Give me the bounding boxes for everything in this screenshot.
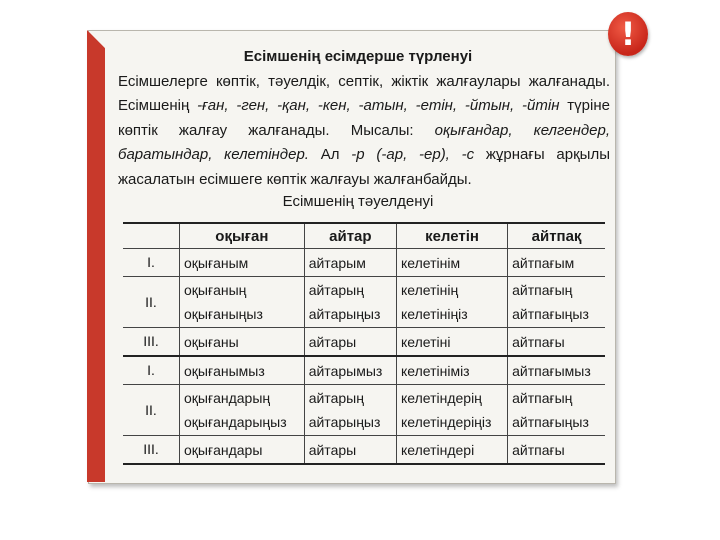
- word-form: айтарыңыз: [308, 306, 381, 322]
- word-form: айтарыңыз: [308, 414, 381, 430]
- form-cell: [508, 277, 605, 328]
- header-3: келетін: [396, 223, 507, 249]
- word-form: келетініңіз: [400, 306, 468, 322]
- word-form: айтары: [308, 441, 357, 458]
- table-row: [123, 328, 605, 357]
- person-cell: I.: [123, 356, 180, 385]
- word-form: айтарың: [308, 282, 364, 298]
- header-4: айтпақ: [508, 223, 605, 249]
- word-form: айтпағың: [512, 282, 573, 298]
- table-row: [123, 249, 605, 277]
- word-form: оқығаным: [184, 254, 249, 271]
- header-2: айтар: [304, 223, 396, 249]
- word-form: оқығандарыңыз: [184, 414, 287, 430]
- table-row: [123, 356, 605, 385]
- form-cell: [180, 385, 305, 436]
- example-text: -ған, -ген, -қан, -кен, -атын, -етін, -йтын, -йтін: [197, 97, 560, 115]
- word-form: айтпағы: [512, 441, 565, 458]
- person-cell: III.: [123, 436, 180, 465]
- word-form: айтпағың: [512, 390, 573, 406]
- form-cell: [396, 328, 507, 357]
- paragraph-text: Есімшелерге көптік, тәуелдік, септік, жіктік жалғаулары жалғанады. Есімшенің: [118, 73, 610, 115]
- word-form: келетінің: [400, 282, 459, 298]
- form-cell: [508, 385, 605, 436]
- person-cell: III.: [123, 328, 180, 357]
- form-cell: [396, 356, 507, 385]
- page-title: Есімшенің есімдерше түрленуі: [243, 48, 473, 65]
- form-cell: [304, 249, 396, 277]
- word-form: оқығандарың: [184, 390, 271, 406]
- red-ribbon-decoration: [87, 30, 105, 482]
- table-row: [123, 385, 605, 436]
- table-row: [123, 436, 605, 465]
- header-1: оқыған: [180, 223, 305, 249]
- word-form: айтпағыңыз: [512, 306, 589, 322]
- form-cell: [396, 249, 507, 277]
- word-form: айтпағы: [512, 333, 565, 350]
- word-form: оқығандары: [184, 441, 263, 458]
- paragraph-text: жұрнағы арқылы жасалатын есімшеге көптік жалғауы жалғанбайды.: [118, 146, 610, 188]
- exclamation-icon[interactable]: !: [608, 12, 648, 56]
- form-cell: [304, 328, 396, 357]
- form-cell: [180, 277, 305, 328]
- word-form: келетініміз: [400, 362, 470, 379]
- form-cell: [180, 328, 305, 357]
- rule-paragraph: [118, 70, 610, 192]
- word-form: айтпағыңыз: [512, 414, 589, 430]
- person-cell: II.: [123, 385, 180, 436]
- form-cell: [396, 385, 507, 436]
- form-cell: [180, 249, 305, 277]
- table-body: [123, 249, 605, 465]
- example-text: -р (-ар, -ер), -с: [351, 146, 475, 164]
- word-form: келетіндеріңіз: [400, 414, 492, 430]
- form-cell: [508, 328, 605, 357]
- word-form: келетіндері: [400, 441, 475, 458]
- person-cell: I.: [123, 249, 180, 277]
- table-title: Есімшенің тәуелденуі: [282, 193, 434, 210]
- form-cell: [180, 436, 305, 465]
- form-cell: [304, 356, 396, 385]
- word-form: келетіні: [400, 333, 451, 350]
- word-form: келетіндерің: [400, 390, 482, 406]
- word-form: айтпағымыз: [512, 362, 591, 379]
- form-cell: [304, 385, 396, 436]
- participle-declension-table: [123, 222, 605, 465]
- person-cell: II.: [123, 277, 180, 328]
- word-form: келетінім: [400, 254, 461, 271]
- form-cell: [508, 436, 605, 465]
- form-cell: [508, 249, 605, 277]
- word-form: оқығаныңыз: [184, 306, 263, 322]
- form-cell: [304, 436, 396, 465]
- table-row: [123, 277, 605, 328]
- table-header-row: [123, 223, 605, 249]
- word-form: оқығаның: [184, 282, 247, 298]
- word-form: айтпағым: [512, 254, 575, 271]
- form-cell: [508, 356, 605, 385]
- word-form: айтарымыз: [308, 362, 383, 379]
- paragraph-text: түріне көптік жалғау жалғанады. Мысалы:: [118, 97, 610, 139]
- word-form: айтарың: [308, 390, 364, 406]
- form-cell: [396, 277, 507, 328]
- word-form: оқығанымыз: [184, 362, 265, 379]
- paragraph-text: Ал: [308, 146, 352, 164]
- word-form: айтарым: [308, 254, 366, 271]
- header-person: [123, 223, 180, 249]
- word-form: оқығаны: [184, 333, 239, 350]
- word-form: айтары: [308, 333, 357, 350]
- example-text: оқығандар, келгендер, баратындар, келетіндер.: [118, 121, 610, 164]
- form-cell: [304, 277, 396, 328]
- form-cell: [396, 436, 507, 465]
- form-cell: [180, 356, 305, 385]
